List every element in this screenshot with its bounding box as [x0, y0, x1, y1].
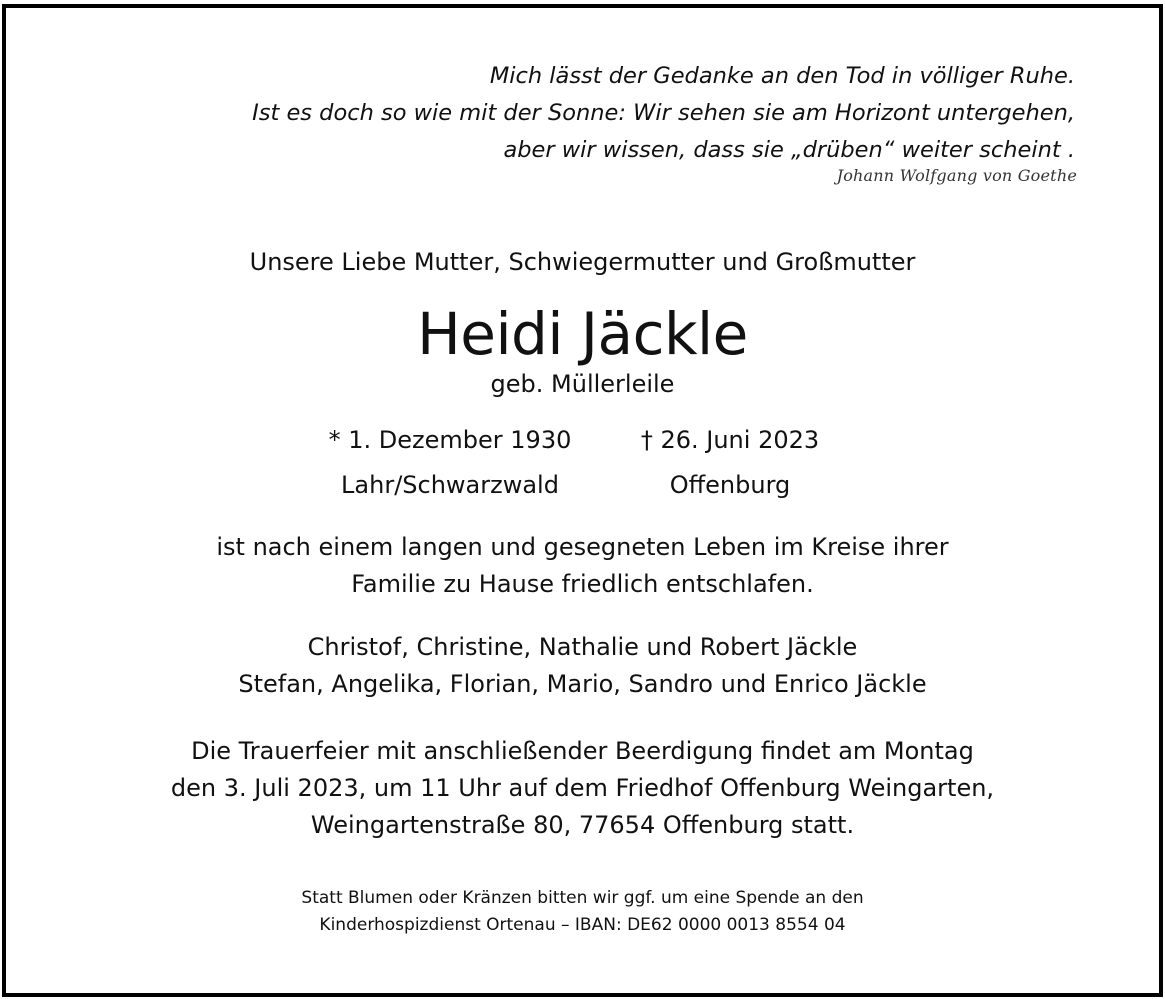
passing-statement: [0, 529, 1165, 603]
goethe-quote: [175, 58, 1075, 169]
birth-place: Lahr/Schwarzwald: [341, 471, 559, 499]
donation-line-1: Statt Blumen oder Kränzen bitten wir ggf. um eine Spende an den: [301, 888, 864, 908]
birth-date: * 1. Dezember 1930: [328, 426, 572, 454]
funeral-line-2: den 3. Juli 2023, um 11 Uhr auf dem Friedhof Offenburg Weingarten,: [170, 774, 995, 802]
family-line-2: Stefan, Angelika, Florian, Mario, Sandro und Enrico Jäckle: [238, 670, 927, 698]
life-dates: [0, 418, 1165, 498]
birth-name: geb. Müllerleile: [490, 370, 675, 398]
donation-note: [0, 885, 1165, 939]
quote-line-1: Mich lässt der Gedanke an den Tod in völliger Ruhe.: [489, 63, 1075, 89]
funeral-details: [0, 733, 1165, 844]
quote-author-signature: Johann Wolfgang von Goethe: [836, 166, 1077, 185]
quote-line-2: Ist es doch so wie mit der Sonne: Wir sehen sie am Horizont untergehen,: [252, 100, 1075, 126]
quote-line-3: aber wir wissen, dass sie „drüben“ weiter scheint .: [503, 137, 1075, 163]
relationship-intro: Unsere Liebe Mutter, Schwiegermutter und Großmutter: [249, 248, 916, 276]
deceased-name: Heidi Jäckle: [417, 300, 748, 368]
donation-line-2: Kinderhospizdienst Ortenau – IBAN: DE62 0000 0013 8554 04: [319, 915, 846, 935]
passing-line-1: ist nach einem langen und gesegneten Leben im Kreise ihrer: [216, 533, 949, 561]
family-line-1: Christof, Christine, Nathalie und Robert Jäckle: [307, 633, 858, 661]
death-place: Offenburg: [669, 471, 791, 499]
death-date: † 26. Juni 2023: [640, 426, 820, 454]
family-mourners: [0, 629, 1165, 703]
funeral-line-3: Weingartenstraße 80, 77654 Offenburg statt.: [310, 811, 855, 839]
passing-line-2: Familie zu Hause friedlich entschlafen.: [351, 570, 814, 598]
birth-info: [310, 418, 590, 508]
death-info: [590, 418, 870, 508]
funeral-line-1: Die Trauerfeier mit anschließender Beerdigung findet am Montag: [191, 737, 974, 765]
